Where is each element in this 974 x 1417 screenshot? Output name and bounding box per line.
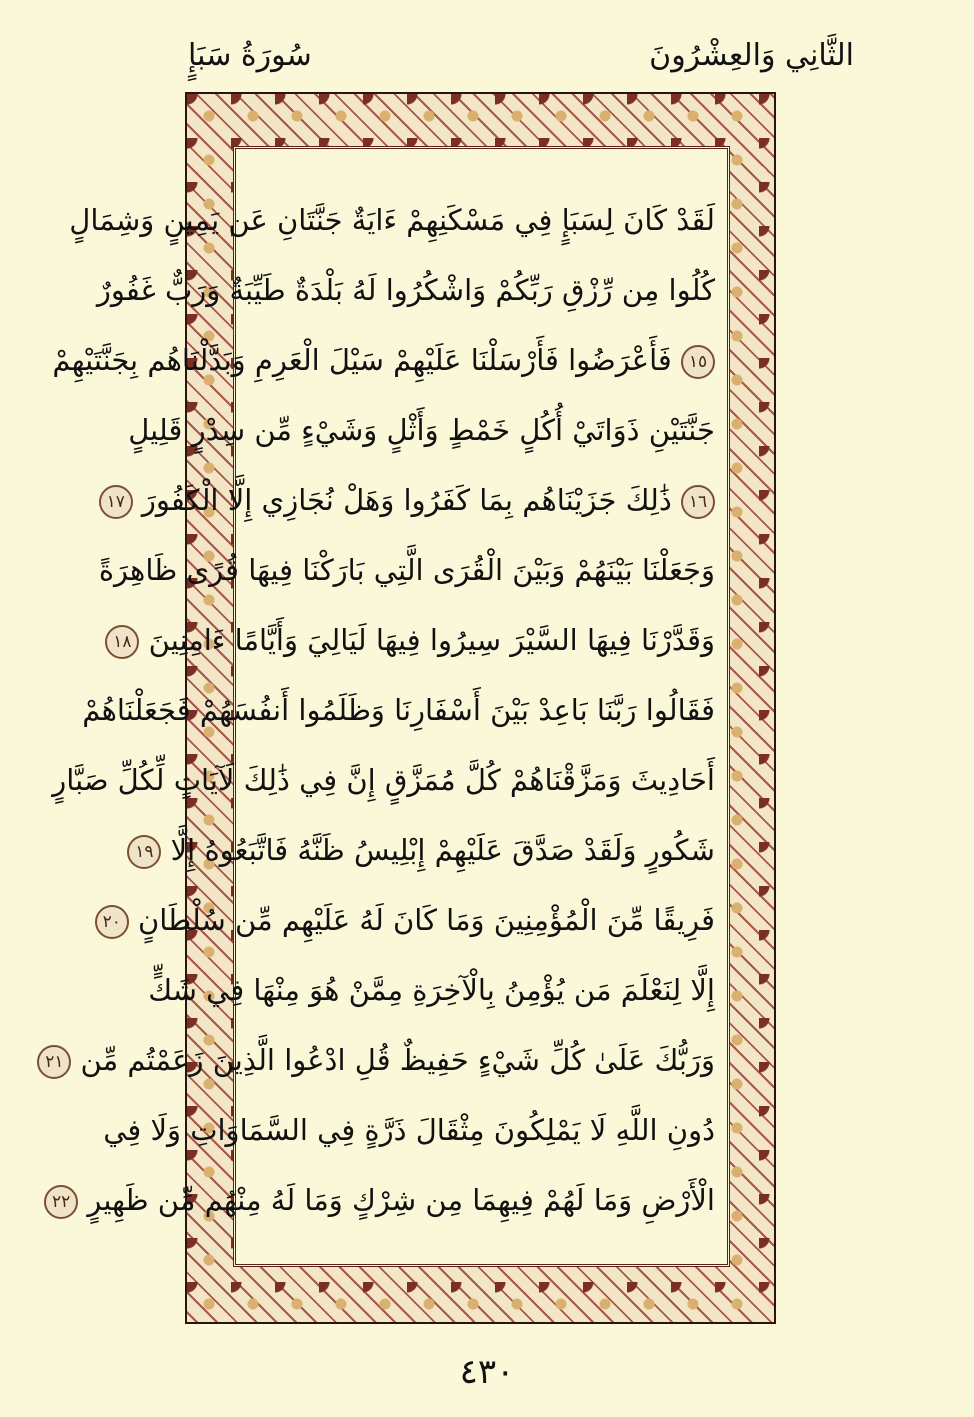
text-line: شَكُورٍ وَلَقَدْ صَدَّقَ عَلَيْهِمْ إِبْلِيسُ ظَنَّهُ فَاتَّبَعُوهُ إِلَّا ١٩ xyxy=(248,819,715,881)
text-line: فَرِيقًا مِّنَ الْمُؤْمِنِينَ وَمَا كَانَ لَهُ عَلَيْهِم مِّن سُلْطَانٍ ٢٠ xyxy=(248,889,715,951)
verse-text-block xyxy=(45,149,715,1264)
verse-number-marker: ١٧ xyxy=(99,485,133,519)
surah-title: سُورَةُ سَبَإٍ xyxy=(188,38,312,73)
verse-number-marker: ١٦ xyxy=(681,485,715,519)
text-panel xyxy=(45,146,730,1267)
ornamental-frame xyxy=(45,92,776,1324)
text-line: وَجَعَلْنَا بَيْنَهُمْ وَبَيْنَ الْقُرَى الَّتِي بَارَكْنَا فِيهَا قُرًى ظَاهِرَةً xyxy=(98,553,715,587)
text-line: دُونِ اللَّهِ لَا يَمْلِكُونَ مِثْقَالَ ذَرَّةٍ فِي السَّمَاوَاتِ وَلَا فِي xyxy=(103,1113,715,1147)
page-number: ٤٣٠ xyxy=(459,1352,515,1392)
verse-number-marker: ٢١ xyxy=(37,1045,71,1079)
text-line: لَقَدْ كَانَ لِسَبَإٍ فِي مَسْكَنِهِمْ ءَايَةٌ جَنَّتَانِ عَن يَمِينٍ وَشِمَالٍ xyxy=(69,203,715,237)
text-line: ١٦ ذَٰلِكَ جَزَيْنَاهُم بِمَا كَفَرُوا وَهَلْ نُجَازِي إِلَّا الْكَفُورَ ١٧ xyxy=(248,469,715,531)
text-line: أَحَادِيثَ وَمَزَّقْنَاهُمْ كُلَّ مُمَزَّقٍ إِنَّ فِي ذَٰلِكَ لَآيَاتٍ لِّكُلِّ صَبَّارٍ xyxy=(52,763,715,797)
juz-title: الثَّانِي وَالعِشْرُونَ xyxy=(649,38,854,73)
verse-number-marker: ٢٢ xyxy=(44,1185,78,1219)
text-line: ١٥ فَأَعْرَضُوا فَأَرْسَلْنَا عَلَيْهِمْ سَيْلَ الْعَرِمِ وَبَدَّلْنَاهُم بِجَنَّتَيْهِمْ xyxy=(248,329,715,391)
verse-number-marker: ١٥ xyxy=(681,345,715,379)
text-line: جَنَّتَيْنِ ذَوَاتَيْ أُكُلٍ خَمْطٍ وَأَثْلٍ وَشَيْءٍ مِّن سِدْرٍ قَلِيلٍ xyxy=(128,413,715,447)
verse-number-marker: ١٩ xyxy=(127,835,161,869)
text-line: وَرَبُّكَ عَلَىٰ كُلِّ شَيْءٍ حَفِيظٌ قُلِ ادْعُوا الَّذِينَ زَعَمْتُم مِّن ٢١ xyxy=(248,1029,715,1091)
text-line: كُلُوا مِن رِّزْقِ رَبِّكُمْ وَاشْكُرُوا لَهُ بَلْدَةٌ طَيِّبَةٌ وَرَبٌّ غَفُورٌ xyxy=(96,273,715,307)
text-line: وَقَدَّرْنَا فِيهَا السَّيْرَ سِيرُوا فِيهَا لَيَالِيَ وَأَيَّامًا ءَامِنِينَ ١٨ xyxy=(248,609,715,671)
verse-number-marker: ٢٠ xyxy=(95,905,129,939)
verse-number-marker: ١٨ xyxy=(105,625,139,659)
text-line: الْأَرْضِ وَمَا لَهُمْ فِيهِمَا مِن شِرْكٍ وَمَا لَهُ مِنْهُم مِّن ظَهِيرٍ ٢٢ xyxy=(248,1169,715,1231)
text-line: إِلَّا لِنَعْلَمَ مَن يُؤْمِنُ بِالْآخِرَةِ مِمَّنْ هُوَ مِنْهَا فِي شَكٍّ xyxy=(148,973,715,1007)
text-line: فَقَالُوا رَبَّنَا بَاعِدْ بَيْنَ أَسْفَارِنَا وَظَلَمُوا أَنفُسَهُمْ فَجَعَلْنَاهُمْ xyxy=(82,693,715,727)
